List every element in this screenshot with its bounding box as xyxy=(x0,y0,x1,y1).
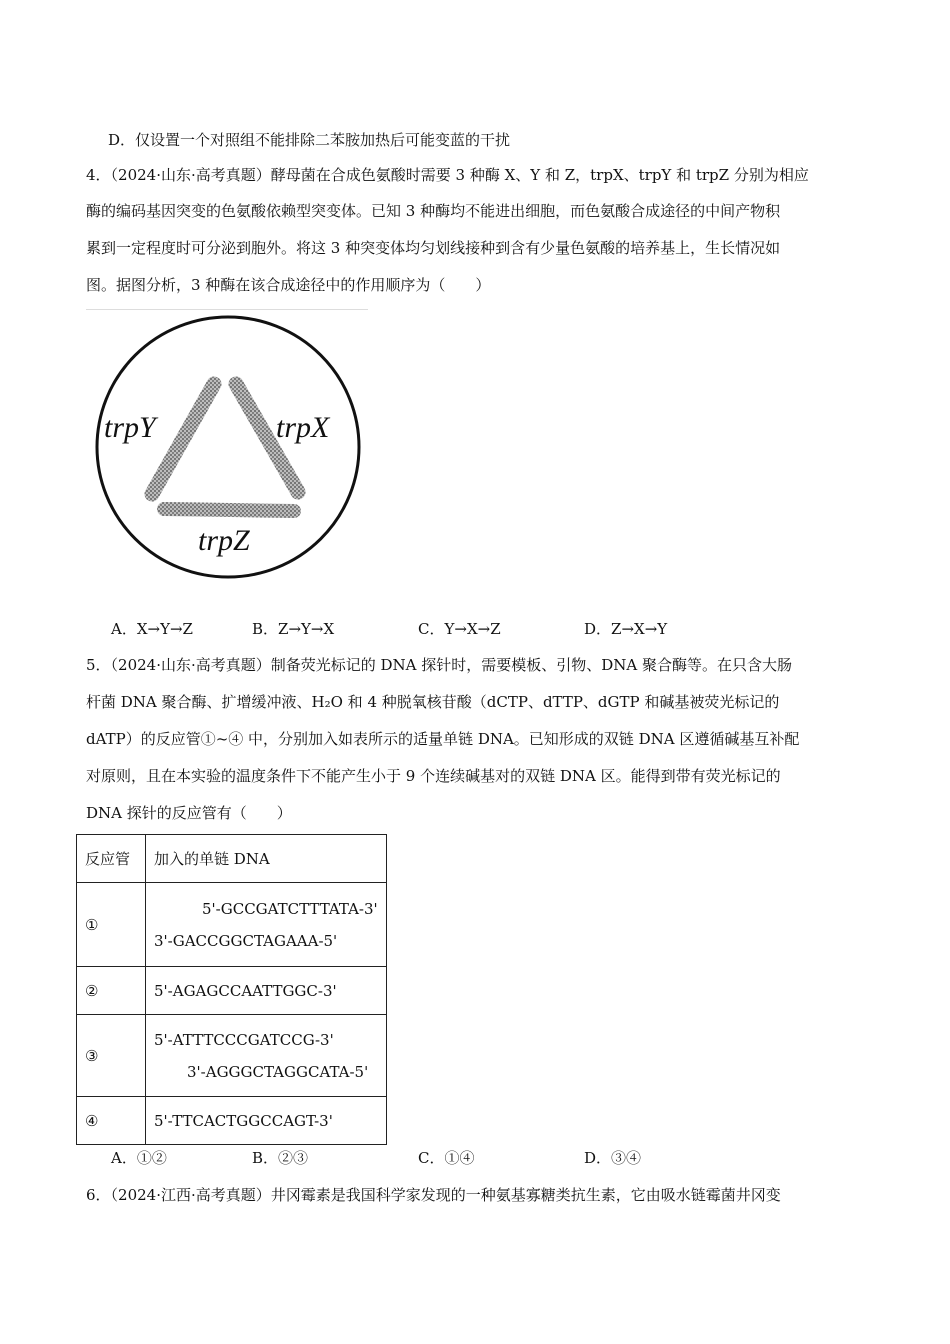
q3-option-d: D．仅设置一个对照组不能排除二苯胺加热后可能变蓝的干扰 xyxy=(108,131,511,149)
label-trp-y: trpY xyxy=(104,411,156,444)
q4-line-4: 图。据图分析，3 种酶在该合成途径中的作用顺序为（ ） xyxy=(86,276,491,294)
q4-line-3: 累到一定程度时可分泌到胞外。将这 3 种突变体均匀划线接种到含有少量色氨酸的培养基上，生长情况如 xyxy=(86,239,781,257)
q5-line-3: dATP）的反应管①~④ 中，分别加入如表所示的适量单链 DNA。已知形成的双链 DNA 区遵循碱基互补配 xyxy=(86,730,800,748)
q4-option-a[interactable]: A．X→Y→Z xyxy=(111,620,193,638)
streak-trp-y xyxy=(152,384,214,494)
header-ssdna: 加入的单链 DNA xyxy=(146,835,387,883)
sequence-cell xyxy=(146,883,387,967)
tube-number: ② xyxy=(77,967,146,1015)
sequence: 5'-ATTTCCCGATCCG-3' xyxy=(154,1030,334,1049)
q4-option-b[interactable]: B．Z→Y→X xyxy=(252,620,335,638)
q4-figure-petri-dish xyxy=(86,310,368,582)
q5-option-c[interactable]: C．①④ xyxy=(418,1149,475,1167)
q5-option-d[interactable]: D．③④ xyxy=(584,1149,642,1167)
table-header-row xyxy=(77,835,387,883)
sequence: 5'-TTCACTGGCCAGT-3' xyxy=(154,1111,333,1130)
sequence-cell xyxy=(146,967,387,1015)
sequence: 3'-GACCGGCTAGAAA-5' xyxy=(154,931,338,950)
sequence: 5'-AGAGCCAATTGGC-3' xyxy=(154,981,337,1000)
q4-option-c[interactable]: C．Y→X→Z xyxy=(418,620,501,638)
table-row xyxy=(77,967,387,1015)
streak-trp-z xyxy=(164,509,294,511)
label-trp-x: trpX xyxy=(276,411,330,444)
table-row xyxy=(77,1015,387,1097)
table-row xyxy=(77,883,387,967)
sequence: 5'-GCCGATCTTTATA-3' xyxy=(202,899,378,918)
sequence-cell xyxy=(146,1015,387,1097)
q4-line-2: 酶的编码基因突变的色氨酸依赖型突变体。已知 3 种酶均不能进出细胞，而色氨酸合成途径的中间产物积 xyxy=(86,202,781,220)
sequence: 3'-AGGGCTAGGCATA-5' xyxy=(187,1062,369,1081)
q4-line-1: 4．（2024·山东·高考真题）酵母菌在合成色氨酸时需要 3 种酶 X、Y 和 Z，trpX、trpY 和 trpZ 分别为相应 xyxy=(86,166,809,184)
table-row xyxy=(77,1097,387,1145)
petri-dish-illustration xyxy=(86,310,368,582)
q5-line-1: 5．（2024·山东·高考真题）制备荧光标记的 DNA 探针时，需要模板、引物、DNA 聚合酶等。在只含大肠 xyxy=(86,656,793,674)
header-tube: 反应管 xyxy=(77,835,146,883)
tube-number: ① xyxy=(77,883,146,967)
q5-line-2: 杆菌 DNA 聚合酶、扩增缓冲液、H₂O 和 4 种脱氧核苷酸（dCTP、dTTP、dGTP 和碱基被荧光标记的 xyxy=(86,693,780,711)
q4-option-d[interactable]: D．Z→X→Y xyxy=(584,620,668,638)
q5-line-4: 对原则，且在本实验的温度条件下不能产生小于 9 个连续碱基对的双链 DNA 区。能得到带有荧光标记的 xyxy=(86,767,781,785)
q5-option-b[interactable]: B．②③ xyxy=(252,1149,309,1167)
q6-line-1: 6．（2024·江西·高考真题）井冈霉素是我国科学家发现的一种氨基寡糖类抗生素，它由吸水链霉菌井冈变 xyxy=(86,1186,781,1204)
dna-table xyxy=(76,834,387,1145)
q5-option-a[interactable]: A．①② xyxy=(111,1149,167,1167)
sequence-cell xyxy=(146,1097,387,1145)
tube-number: ③ xyxy=(77,1015,146,1097)
q5-line-5: DNA 探针的反应管有（ ） xyxy=(86,804,292,822)
tube-number: ④ xyxy=(77,1097,146,1145)
label-trp-z: trpZ xyxy=(198,524,250,557)
